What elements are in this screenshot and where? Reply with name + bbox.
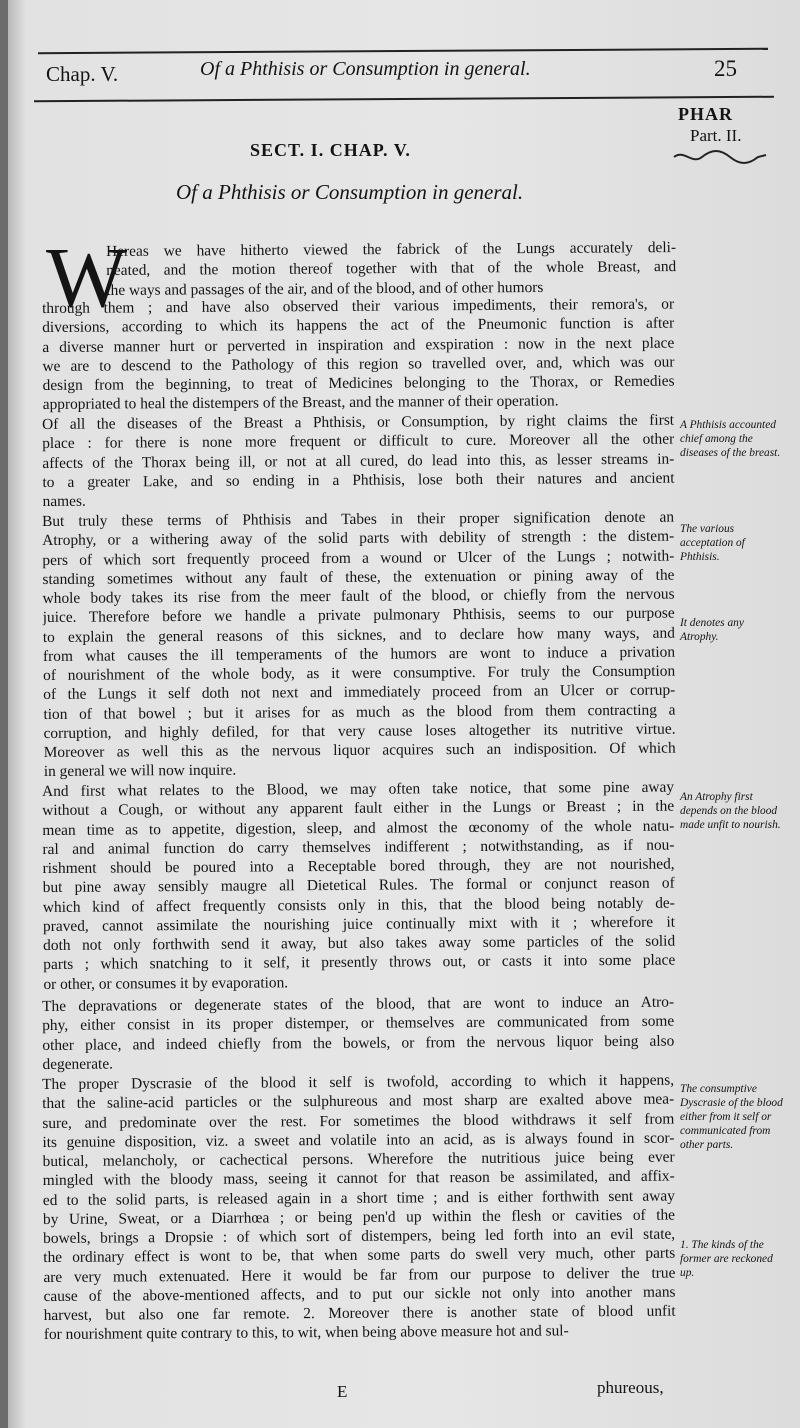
running-head-title: Of a Phthisis or Consumption in general. (200, 58, 531, 80)
text-line: tion of that bowel ; but it arises for as much as the blood from them contracting a (43, 701, 676, 723)
text-line: whole body takes its rise from the meer fault of the blood, or chiefly from the nervous (42, 585, 675, 607)
chapter-title: Of a Phthisis or Consumption in general. (176, 180, 524, 204)
catchword: phureous, (597, 1378, 664, 1397)
text-line: doth not only forthwith send it away, but also takes away some particles of the solid (43, 932, 676, 954)
marginal-note: It denotes any Atrophy. (680, 617, 744, 643)
text-line: Of all the diseases of the Breast a Phthisis, or Consumption, by right claims the first (42, 411, 675, 433)
top-rule (38, 48, 768, 54)
text-line: we are to descend to the Pathology of this region so travelled over, and, which was our (42, 353, 675, 375)
text-line: diversions, according to which its happens the act of the Pneumonic function is after (42, 314, 675, 337)
text-line: of nourishment of the whole body, as it were consumptive. For truly the Consumption (43, 662, 676, 684)
text-line: names. (42, 492, 86, 510)
text-line: rishment should be poured into a Receptable bored through, they are not nourished, (42, 855, 675, 877)
text-line: sure, and predominate over the rest. For sometimes the blood withdraws it self from (42, 1110, 675, 1132)
text-line: appropriated to heal the distempers of the Breast, and the manner of their operation. (42, 392, 559, 414)
text-line: butical, melancholy, or cachectical persons. Wherefore the nutritious juice being ever (42, 1148, 675, 1170)
text-line: The depravations or degenerate states of the blood, that are wont to induce an Atro- (42, 993, 675, 1015)
marginal-note: 1. The kinds of the former are reckoned up. (680, 1239, 773, 1279)
text-line: without a Cough, or without any apparent fault either in the Lungs or Breast ; in the (42, 797, 675, 820)
text-line: standing sometimes without any fault of these, the extenuation or pining away of the (42, 566, 675, 588)
text-line: corruption, and highly defiled, for that very cause loses altogether its nutritive virtue. (43, 720, 676, 742)
paragraph-2 (42, 411, 675, 512)
text-line: to a greater Lake, and so ending in a Phthisis, lose both their natures and ancient (42, 469, 675, 491)
text-line: juice. Therefore before we handle a private pulmonary Phthisis, seems to our purpose (42, 604, 675, 627)
paragraph-6 (42, 1071, 676, 1345)
text-line: for nourishment quite contrary to this, to wit, when being above measure hot and sul- (43, 1322, 569, 1344)
text-line: parts ; which snatching to it self, it presently throws out, or casts it into some place (43, 951, 676, 974)
marginal-note: An Atrophy first depends on the blood made unfit to nourish. (680, 791, 781, 831)
text-line: other place, and indeed chiefly from the bowels, or from the nervous liquor being also (42, 1032, 675, 1054)
ornament-flourish-icon (672, 148, 768, 166)
paragraph-1-opening (106, 238, 676, 300)
text-line: or other, or consumes it by evaporation. (43, 973, 289, 993)
text-line: pers of which sort frequently proceed from a wound or Ulcer of the Lungs ; notwith- (42, 547, 675, 569)
text-line: place : for there is none more frequent or difficult to cure. Moreover all the other (42, 430, 675, 453)
text-line: phy, either consist in its proper distemper, or themselves are communicated from some (42, 1012, 675, 1035)
marginal-note: The consumptive Dyscrasie of the blood either from it self or communicated from other parts. (680, 1083, 783, 1151)
text-line: but pine away sensibly maugre all Dietetical Rules. The formal or conjunct reason of (42, 874, 675, 897)
running-head-chapter: Chap. V. (46, 62, 119, 86)
text-line: The proper Dyscrasie of the blood it self is twofold, according to which it happens, (42, 1071, 675, 1093)
text-line: by Urine, Sweat, or a Diarrhœa ; or being pen'd up within the flesh or cavities of the (42, 1206, 676, 1228)
paragraph-4 (42, 778, 675, 994)
side-heading-title: PHAR (678, 104, 733, 124)
page-number: 25 (714, 56, 737, 81)
paragraph-1-continued (42, 295, 675, 415)
text-line: cause of the above-mentioned affects, and to put our sickle not only into another mans (43, 1283, 676, 1305)
text-line: ed to the solid parts, is released again in a short time ; and is either forthwith sent away (42, 1187, 675, 1209)
text-line: affects of the Thorax being ill, or not at all cured, do lead into this, as lesser streams in- (42, 450, 675, 472)
text-line: the ordinary effect is wont to be, that when some parts do swell very much, other parts (43, 1244, 676, 1267)
text-line: that the saline-acid particles or the sulphureous and most sharp are exalted above mea- (42, 1090, 675, 1113)
text-line: the ways and passages of the air, and of the blood, and of other humors (106, 278, 544, 299)
text-line: to explain the general reasons of this sicknes, and to declare how many ways, and (42, 624, 675, 646)
text-line: Hereas we have hitherto viewed the fabrick of the Lungs accurately deli- (106, 239, 677, 260)
text-line: its genuine disposition, viz. a sweet and volatile into an acid, as is always found in scor- (42, 1129, 675, 1151)
text-line: mean time as to appetite, digestion, sleep, and almost the œconomy of the whole natu- (42, 817, 675, 839)
paragraph-5 (42, 993, 675, 1074)
paragraph-3 (42, 508, 676, 782)
drop-cap: W (46, 229, 128, 325)
text-line: Atrophy, or a withering away of the solid parts with debility of strength : the distem- (42, 527, 675, 550)
side-heading-part: Part. II. (690, 126, 742, 145)
text-line: are very much extenuated. Here it would be far from our purpose to deliver the true (43, 1264, 676, 1286)
text-line: neated, and the motion thereof together with that of the whole Breast, and (106, 258, 677, 280)
section-title: SECT. I. CHAP. V. (250, 140, 411, 160)
text-line: of the Lungs it self doth not next and immediately proceed from an Ulcer or corrup- (43, 681, 676, 704)
page-binding-shadow (0, 0, 8, 1428)
signature-mark: E (337, 1382, 348, 1401)
text-line: But truly these terms of Phthisis and Tabes in their proper signification denote an (42, 508, 675, 530)
text-line: through them ; and have also observed their various impediments, their remora's, or (42, 295, 675, 317)
text-line: in general we will now inquire. (43, 761, 237, 781)
text-line: Moreover as well this as the nervous liquor acquires such an indisposition. Of which (43, 739, 676, 761)
marginal-note: The various acceptation of Phthisis. (680, 523, 745, 563)
text-line: praved, cannot assimilate the nourishing juice continually mixt with it ; wherefore it (42, 913, 676, 935)
text-line: bowels, brings a Dropsie : of which sort of distempers, being led forth into an evil state, (43, 1225, 676, 1247)
text-line: ral and animal function do carry themselves indifferent ; notwithstanding, as if nou- (42, 836, 675, 858)
text-line: from what causes the ill temperaments of the humors are wont to induce a privation (42, 643, 676, 665)
text-line: a diverse manner hurt or perverted in inspiration and exspiration : now in the next place (42, 334, 675, 356)
text-line: mingled with the bloody mass, seeing it cannot for that reason be assimilated, and affix- (42, 1167, 675, 1190)
text-line: design from the beginning, to treat of Medicines belonging to the Thorax, or Remedies (42, 372, 675, 394)
header-rule (34, 96, 774, 103)
text-line: harvest, but also one far remote. 2. Moreover there is another state of blood unfit (43, 1302, 676, 1324)
marginal-note: A Phthisis accounted chief among the diseases of the breast. (680, 419, 781, 459)
text-line: degenerate. (42, 1055, 114, 1073)
text-line: And first what relates to the Blood, we may often take notice, that some pine away (42, 778, 675, 800)
text-line: which kind of affect frequently consists only in this, that the blood being notably de- (42, 894, 675, 916)
